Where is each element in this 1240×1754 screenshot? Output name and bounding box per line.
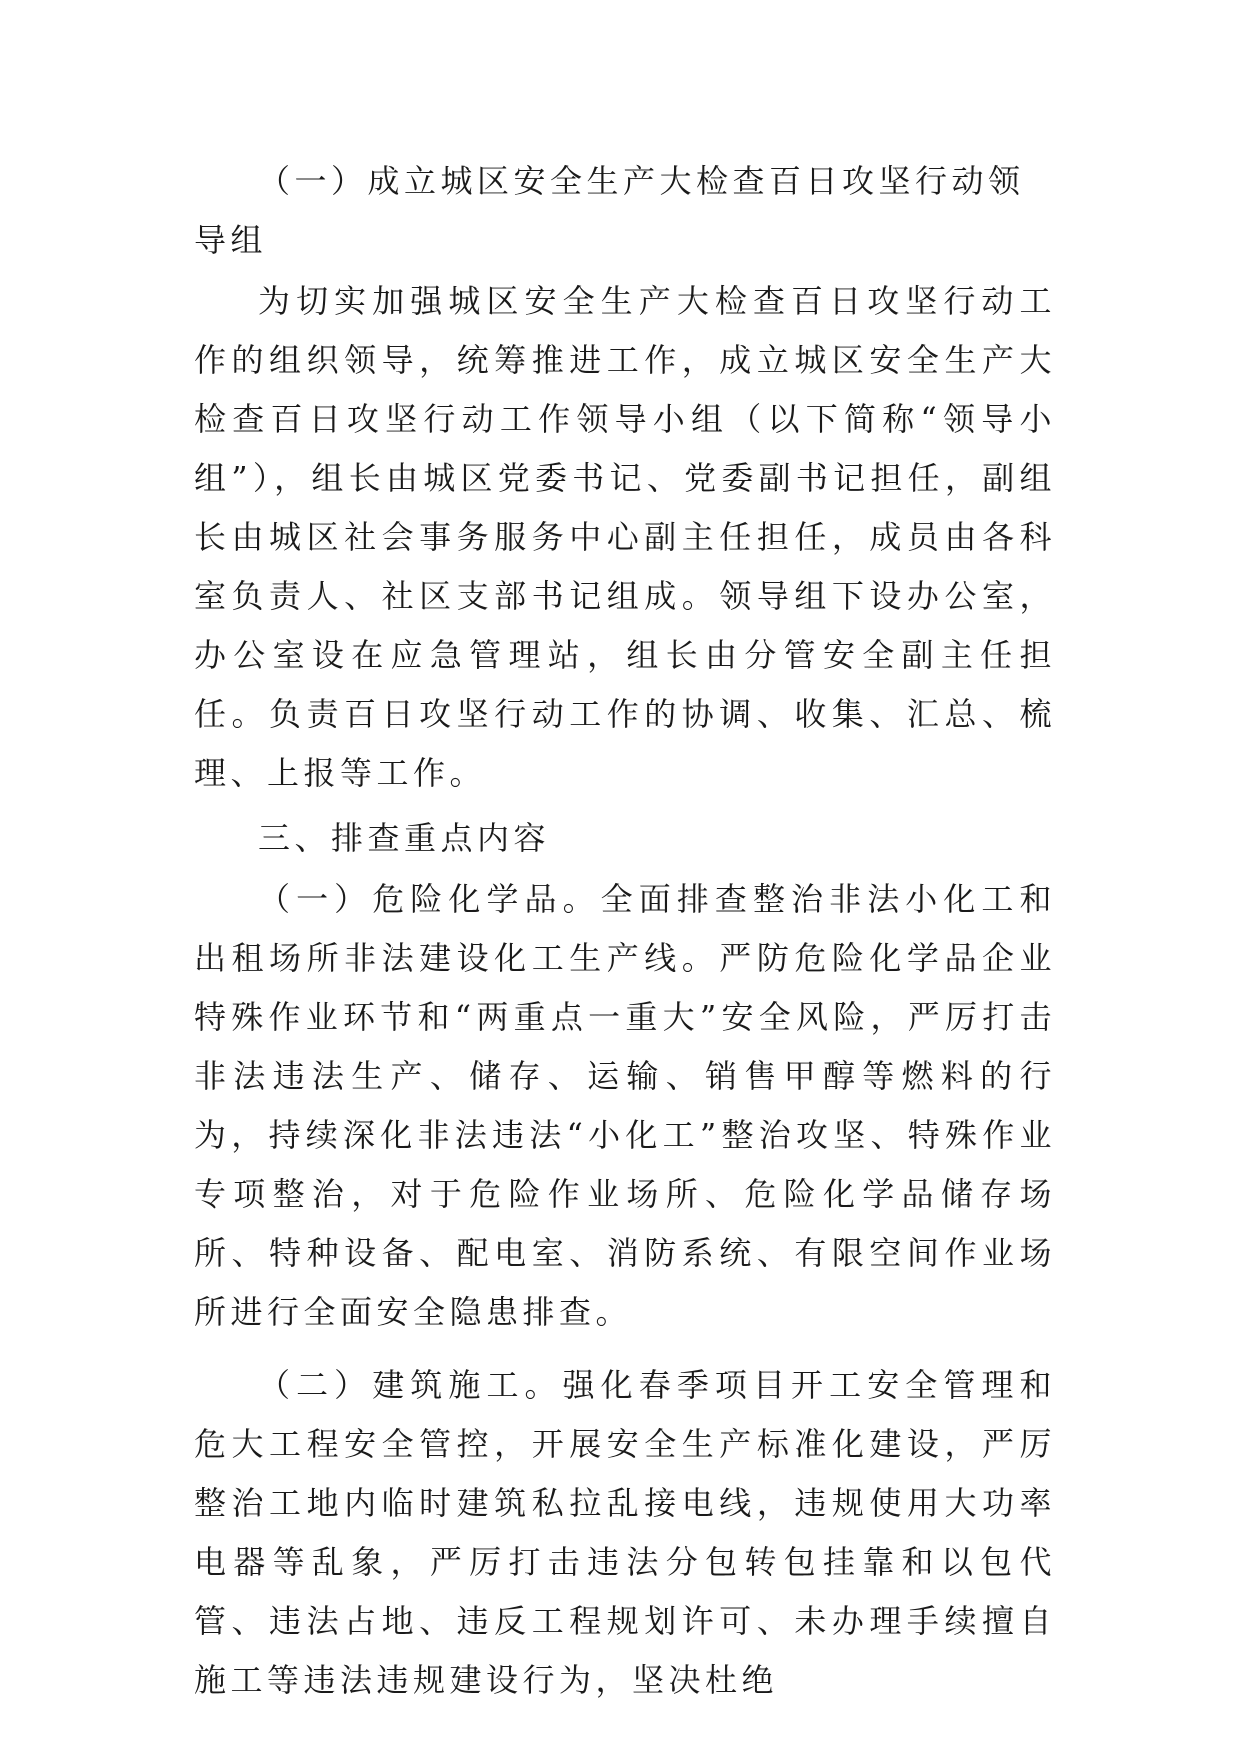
paragraph-leadership-group: 为切实加强城区安全生产大检查百日攻坚行动工作的组织领导，统筹推进工作，成立城区安全生产大检查百日攻坚行动工作领导小组（以下简称“领导小组”），组长由城区党委书记、党委副书记担任，副组长由城区社会事务服务中心副主任担任，成员由各科室负责人、社区支部书记组成。领导组下设办公室，办公室设在应急管理站，组长由分管安全副主任担任。负责百日攻坚行动工作的协调、收集、汇总、梳理、上报等工作。 bbox=[194, 282, 1056, 792]
paragraph-hazardous-chemicals: （一）危险化学品。全面排查整治非法小化工和出租场所非法建设化工生产线。严防危险化学品企业特殊作业环节和“两重点一重大”安全风险，严厉打击非法违法生产、储存、运输、销售甲醇等燃料的行为，持续深化非法违法“小化工”整治攻坚、特殊作业专项整治，对于危险作业场所、危险化学品储存场所、特种设备、配电室、消防系统、有限空间作业场所进行全面安全隐患排查。 bbox=[194, 880, 1056, 1331]
paragraph-construction: （二）建筑施工。强化春季项目开工安全管理和危大工程安全管控，开展安全生产标准化建设，严厉整治工地内临时建筑私拉乱接电线，违规使用大功率电器等乱象，严厉打击违法分包转包挂靠和以包代管、违法占地、违反工程规划许可、未办理手续擅自施工等违法违规建设行为，坚决杜绝 bbox=[194, 1366, 1056, 1699]
document-page bbox=[194, 152, 1056, 1710]
section-heading-inspection-focus: 三、排查重点内容 bbox=[258, 819, 551, 857]
section-heading-leadership-group: （一）成立城区安全生产大检查百日攻坚行动领导组 bbox=[194, 162, 1025, 259]
